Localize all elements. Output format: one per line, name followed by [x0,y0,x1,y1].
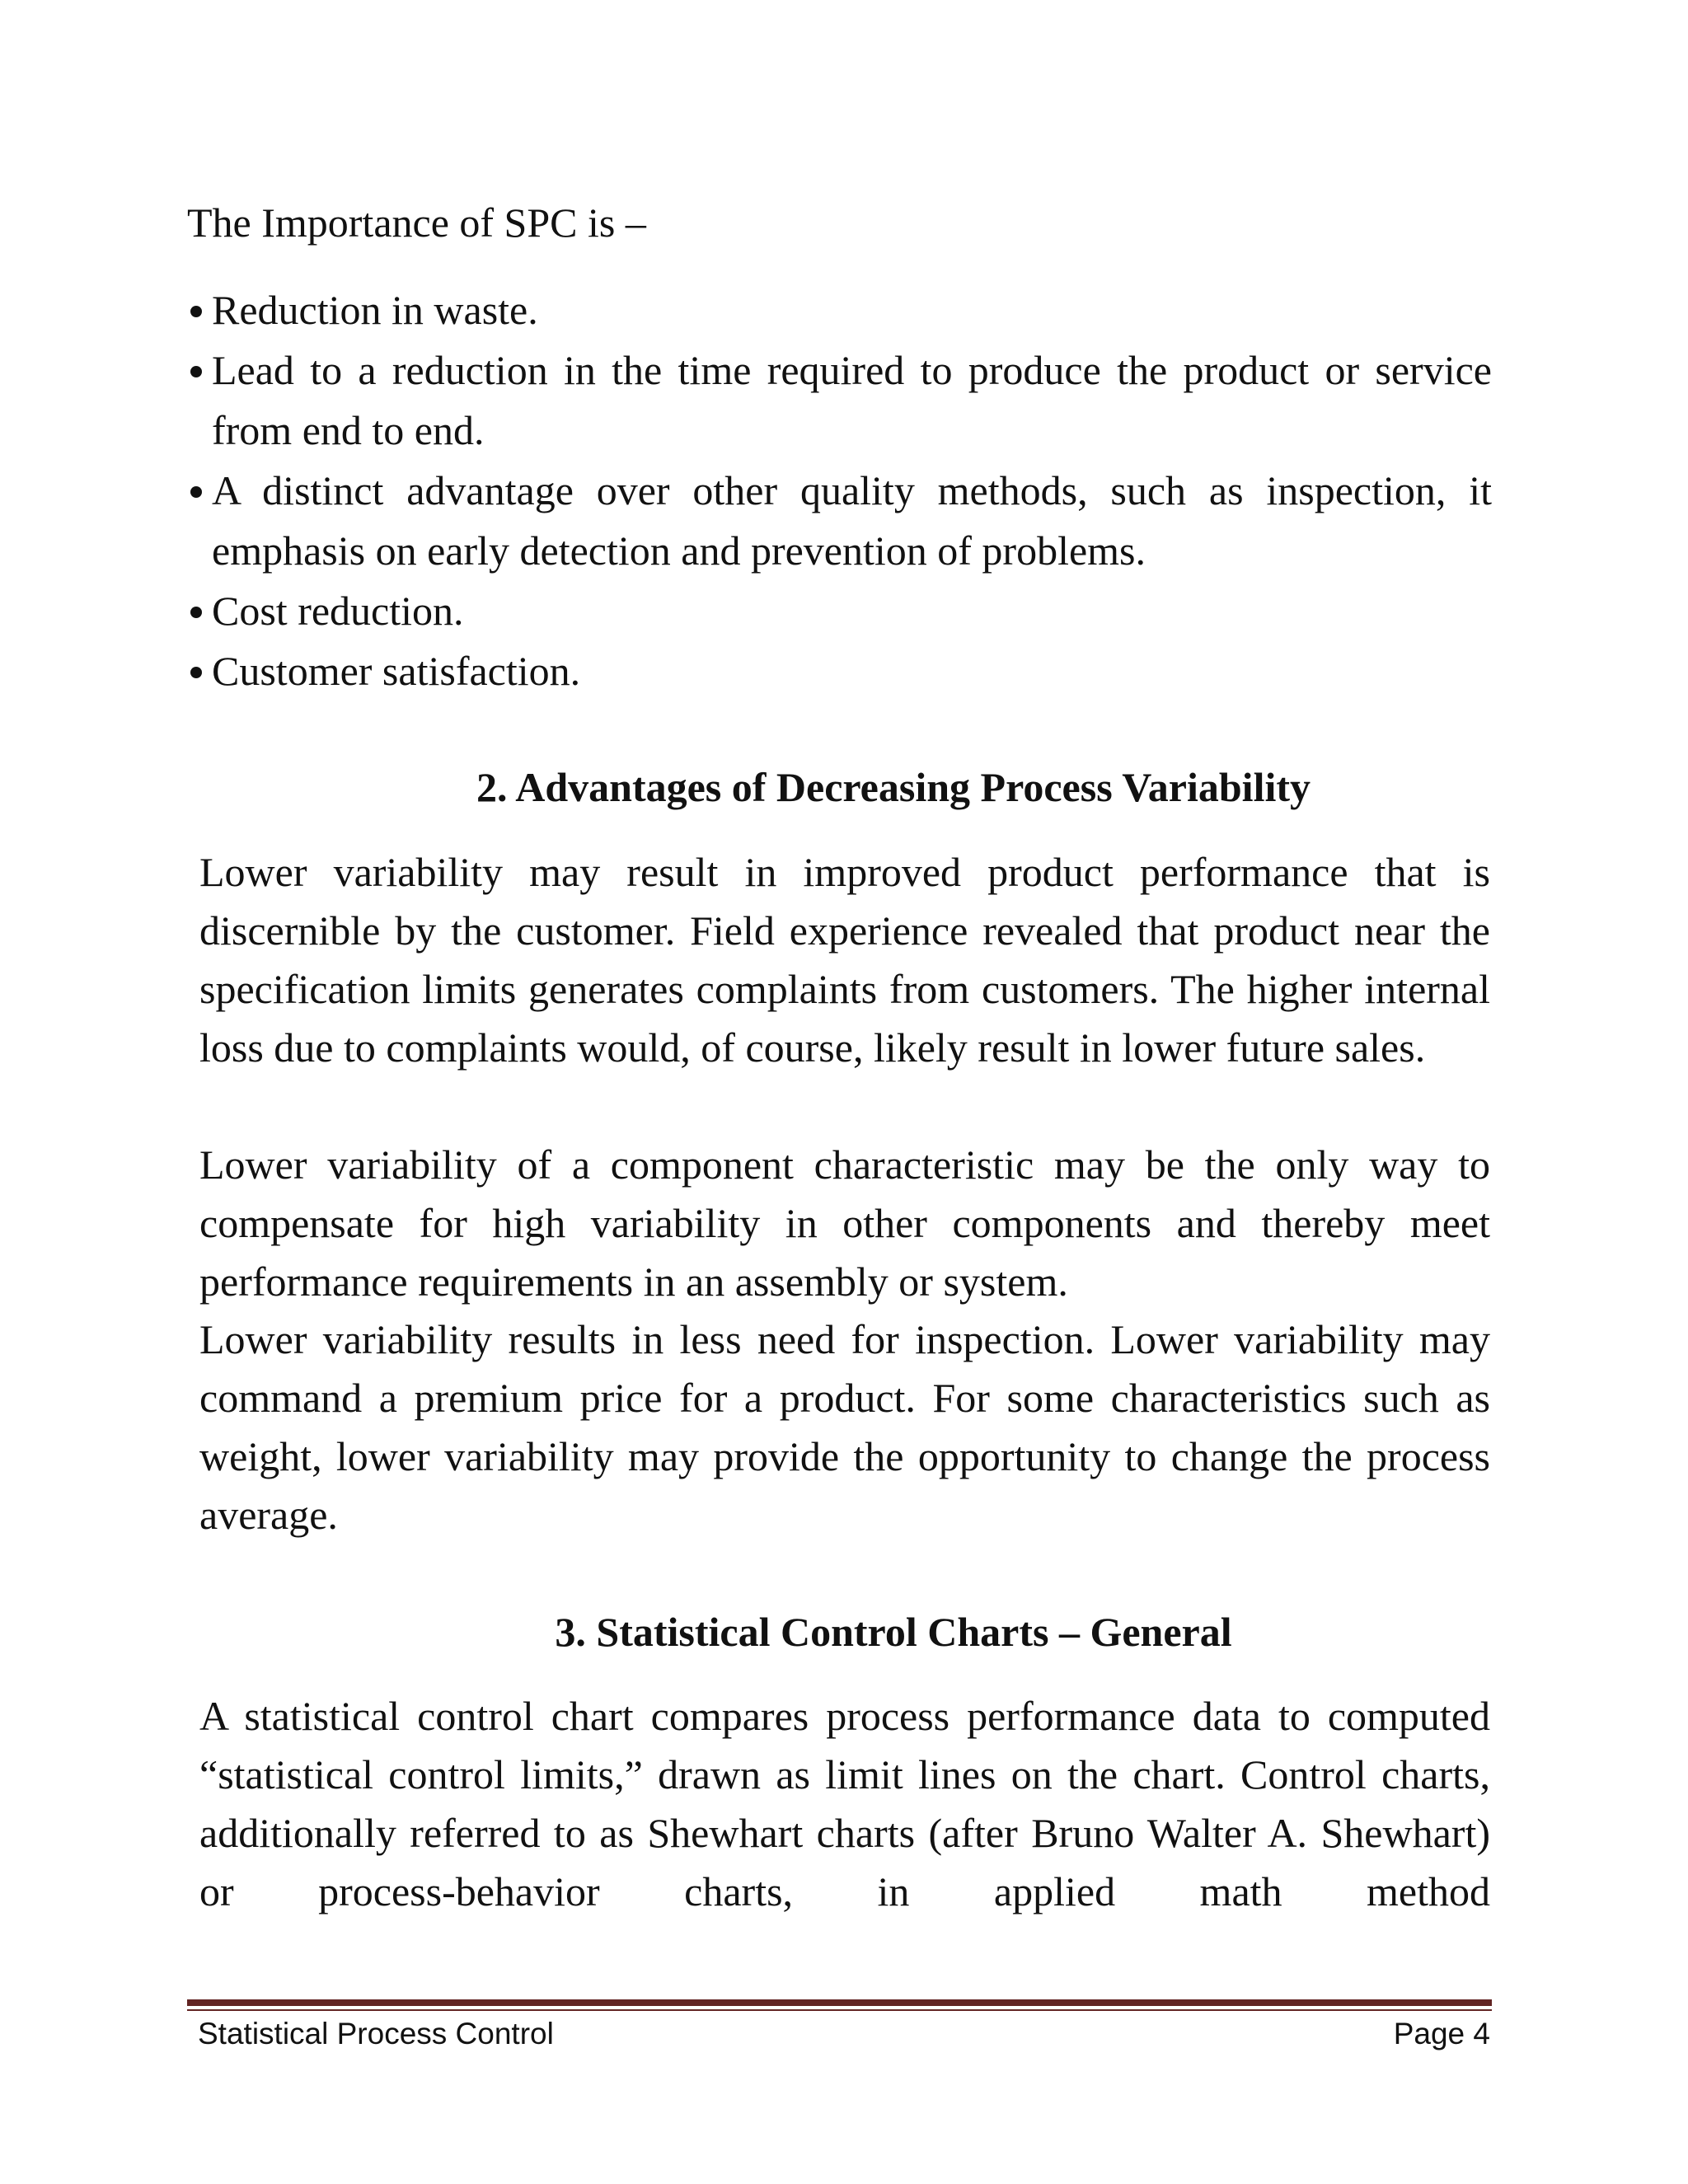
list-item: Reduction in waste. [187,280,1492,340]
section-3-paragraph: A statistical control chart compares process performance data to computed “statistical control limits,” drawn as limit lines on the chart. Control charts, additionally referred to as Shewhart charts (after Bruno Walter A. Shewhart) or process-behavior charts, in applied math method [199,1693,1490,1915]
list-item: Customer satisfaction. [187,641,1492,701]
section-2-paragraph: Lower variability of a component characteristic may be the only way to compensate for high variability in other components and thereby meet performance requirements in an assembly or system. [199,1141,1490,1305]
list-item: Cost reduction. [187,581,1492,641]
footer-page-number: Page 4 [1393,2017,1490,2050]
section-2-heading: 2. Advantages of Decreasing Process Variability [476,764,1311,810]
section-2-paragraph: Lower variability results in less need for inspection. Lower variability may command a premium price for a product. For some characteristics such as weight, lower variability may provide the opportunity to change the process average. [199,1316,1490,1538]
list-item: A distinct advantage over other quality methods, such as inspection, it emphasis on early detection and prevention of problems. [187,461,1492,581]
list-item: Lead to a reduction in the time required to produce the product or service from end to end. [187,340,1492,461]
footer-title: Statistical Process Control [198,2017,554,2050]
intro-line: The Importance of SPC is – [187,199,646,246]
footer-rule-thick [187,1999,1492,2006]
footer-rule-thin [187,2009,1492,2011]
section-3-heading: 3. Statistical Control Charts – General [555,1609,1232,1655]
importance-list [187,280,1492,701]
section-2-paragraph: Lower variability may result in improved product performance that is discernible by the customer. Field experience revealed that product near the specification limits generates complaints from customers. The higher internal loss due to complaints would, of course, likely result in lower future sales. [199,849,1490,1071]
